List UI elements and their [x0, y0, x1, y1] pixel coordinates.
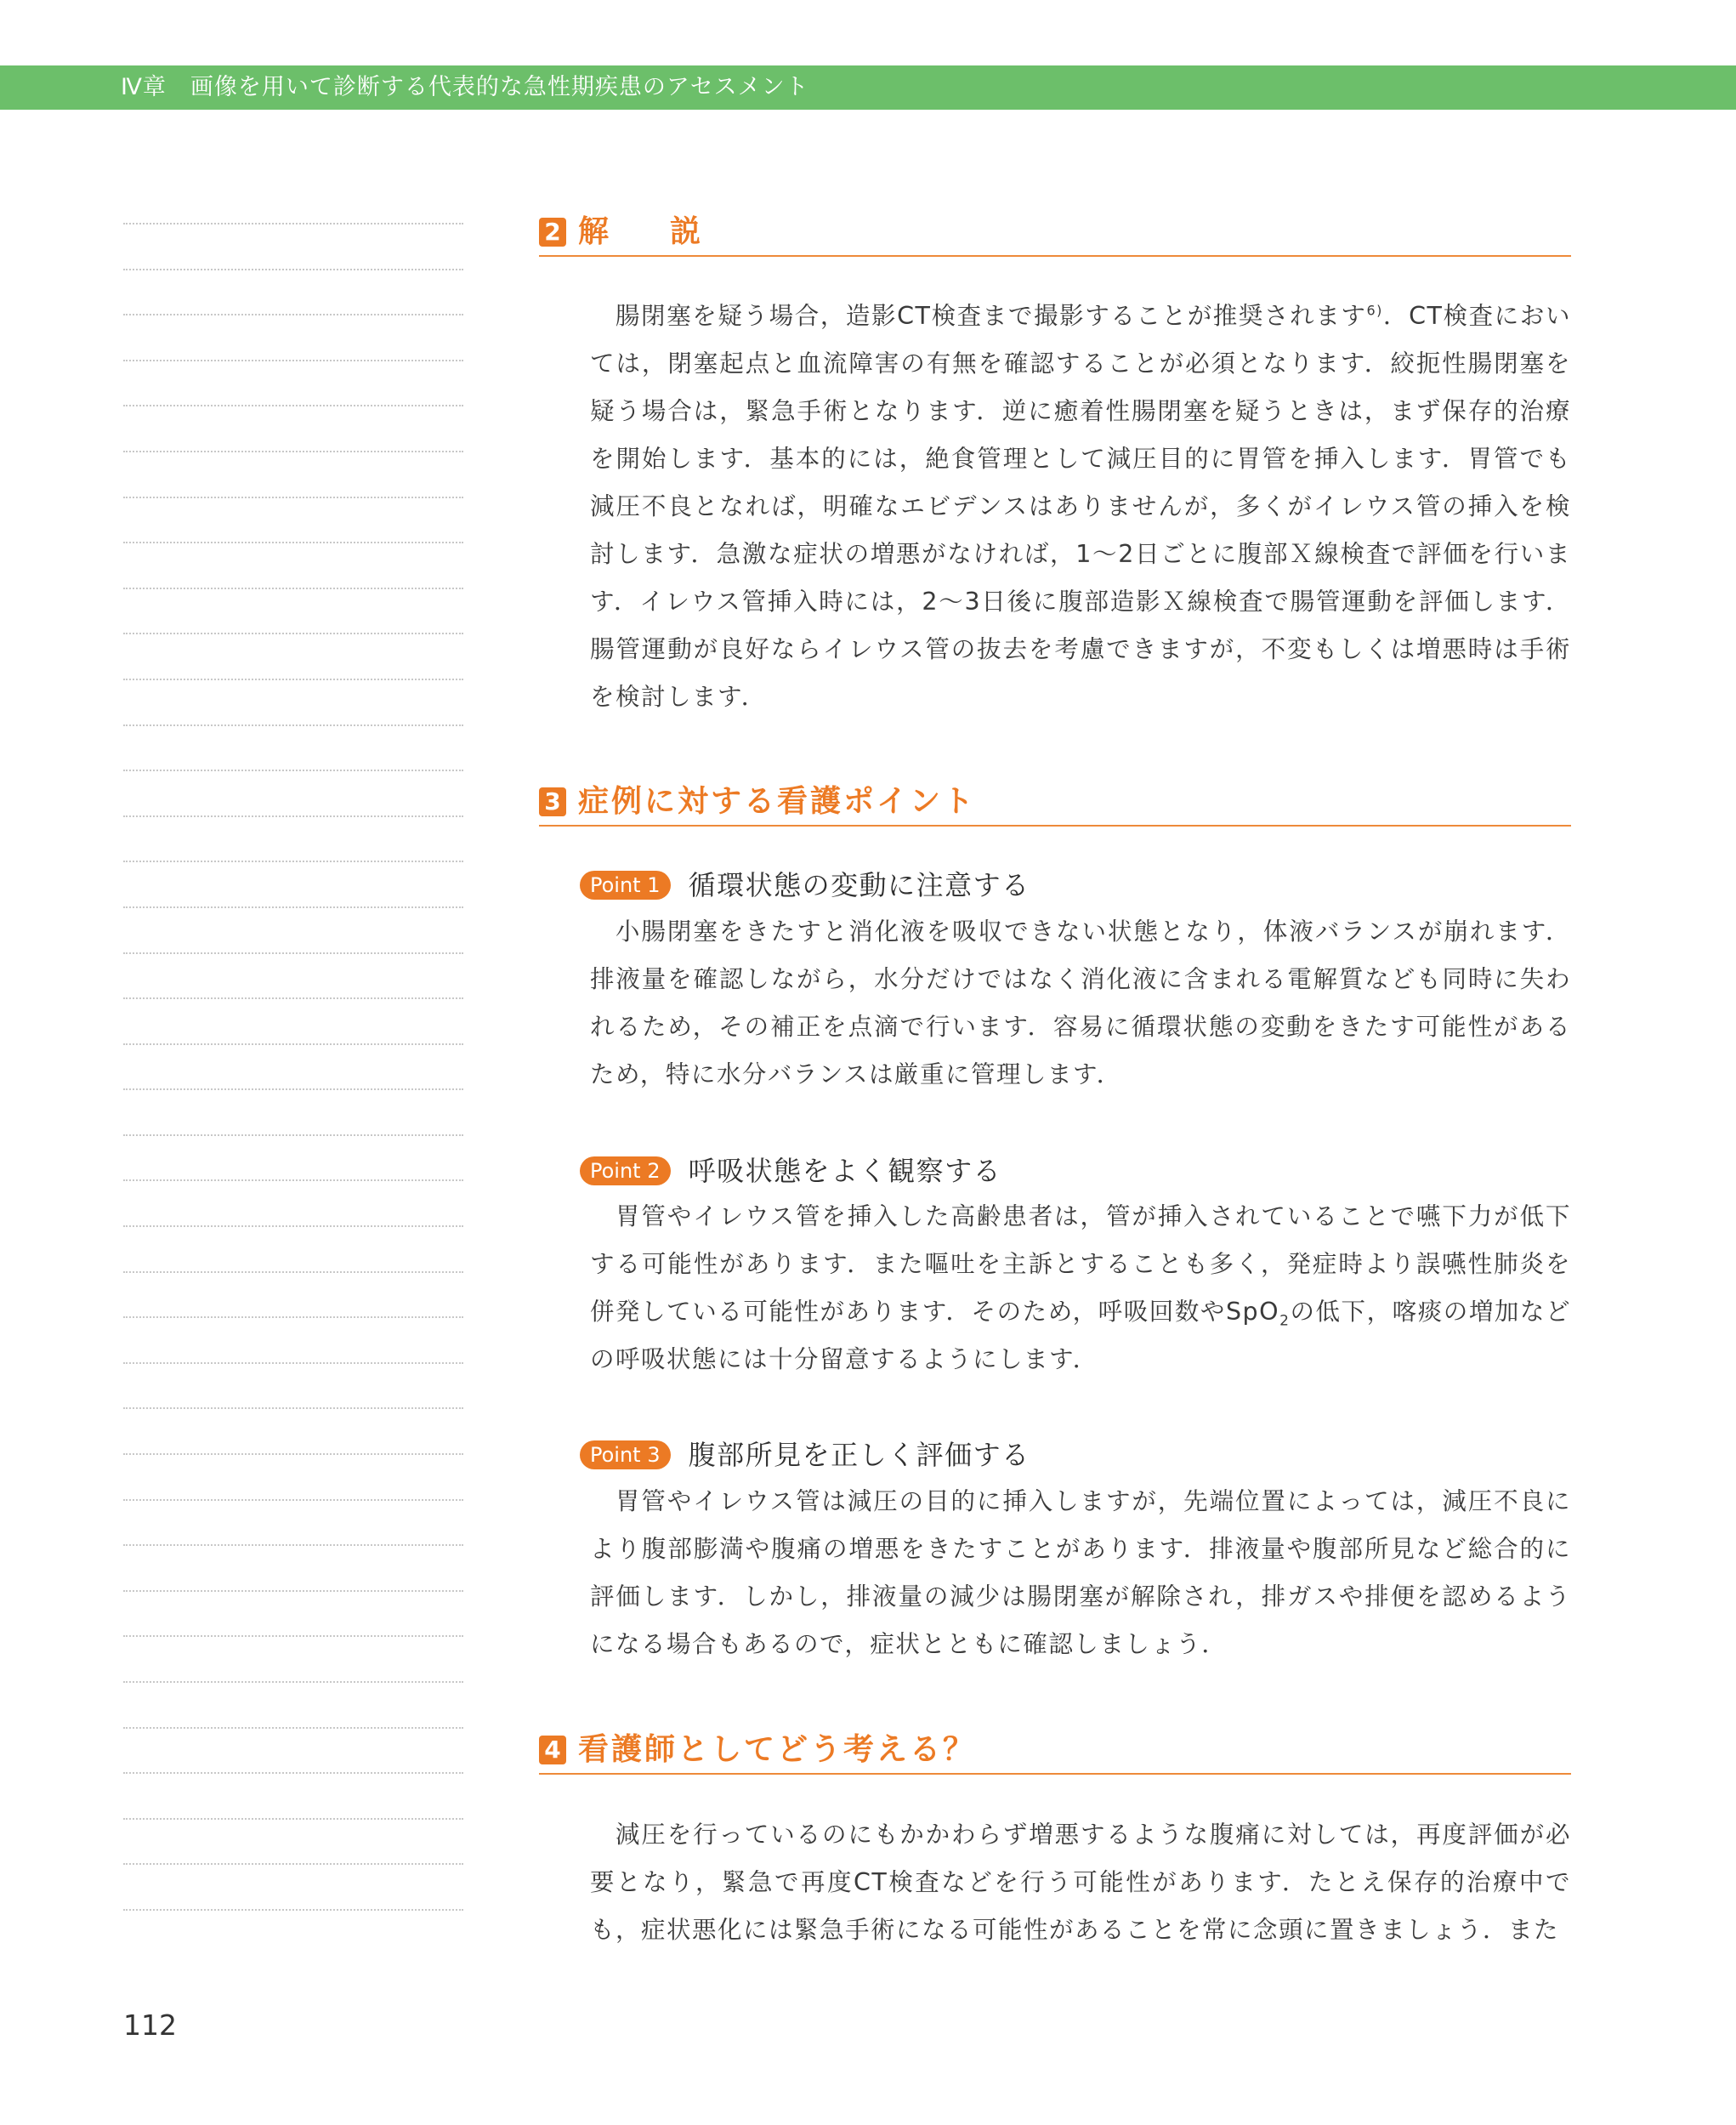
memo-line	[123, 360, 463, 406]
point-3-body	[590, 1478, 1571, 1668]
memo-line	[123, 952, 463, 998]
section-title: 看護師としてどう考える？	[578, 1732, 977, 1767]
memo-line	[123, 1362, 463, 1408]
point-title: 腹部所見を正しく評価する	[688, 1439, 1030, 1471]
body-text-continued: ．CT検査においては，閉塞起点と血流障害の有無を確認することが必須となります．絞扼性腸閉塞を疑う場合は，緊急手術となります．逆に癒着性腸閉塞を疑うときは，まず保存的治療を開始します．基本的には，絶食管理として減圧目的に胃管を挿入します．胃管でも減圧不良となれば，明確なエビデンスはありませんが，多くがイレウス管の挿入を検討します．急激な症状の増悪がなければ，1〜2日ごとに腹部Ｘ線検査で評価を行います．イレウス管挿入時には，2〜3日後に腹部造影Ｘ線検査で腸管運動を評価します．腸管運動が良好ならイレウス管の抜去を考慮できますが，不変もしくは増悪時は手術を検討します．	[590, 302, 1571, 711]
memo-line	[123, 633, 463, 679]
memo-line	[123, 1271, 463, 1317]
section-2-body	[590, 293, 1571, 721]
memo-line	[123, 997, 463, 1043]
body-text: 腸閉塞を疑う場合，造影CT検査まで撮影することが推奨されます	[615, 302, 1367, 330]
memo-line	[123, 451, 463, 497]
section-heading-2	[539, 214, 1571, 257]
body-text: 小腸閉塞をきたすと消化液を吸収できない状態となり，体液バランスが崩れます．排液量を確認しながら，水分だけではなく消化液に含まれる電解質なども同時に失われるため，その補正を点滴で行います．容易に循環状態の変動をきたす可能性があるため，特に水分バランスは厳重に管理します．	[590, 918, 1571, 1088]
memo-line	[123, 861, 463, 906]
memo-line	[123, 1909, 463, 1955]
section-number-badge: 4	[539, 1736, 566, 1764]
memo-line	[123, 724, 463, 770]
memo-line	[123, 1407, 463, 1453]
point-title: 呼吸状態をよく観察する	[688, 1155, 1002, 1187]
memo-line	[123, 1727, 463, 1773]
reference-marker: 6)	[1366, 302, 1383, 319]
memo-line	[123, 1179, 463, 1225]
memo-line	[123, 1635, 463, 1681]
memo-line	[123, 223, 463, 269]
memo-line	[123, 1590, 463, 1636]
memo-line	[123, 770, 463, 815]
memo-line	[123, 497, 463, 543]
section-title: 症例に対する看護ポイント	[578, 784, 977, 819]
memo-line	[123, 1225, 463, 1271]
memo-line	[123, 314, 463, 360]
point-2-body	[590, 1193, 1571, 1384]
memo-line	[123, 679, 463, 724]
memo-line	[123, 1544, 463, 1590]
point-badge: Point 3	[580, 1440, 671, 1469]
memo-line	[123, 1316, 463, 1362]
point-heading-3	[580, 1437, 1030, 1473]
memo-line	[123, 1863, 463, 1909]
point-badge: Point 1	[580, 871, 671, 900]
subscript: 2	[1279, 1312, 1291, 1330]
point-heading-2	[580, 1153, 1001, 1189]
chapter-header-title: Ⅳ章 画像を用いて診断する代表的な急性期疾患のアセスメント	[121, 74, 809, 100]
section-heading-3	[539, 784, 1571, 827]
section-title: 解 説	[578, 214, 717, 249]
point-title: 循環状態の変動に注意する	[688, 869, 1030, 901]
page-number: 112	[123, 2009, 177, 2042]
memo-area	[123, 223, 463, 1955]
memo-line	[123, 1681, 463, 1727]
memo-line	[123, 1134, 463, 1180]
point-1-body	[590, 908, 1571, 1099]
memo-line	[123, 815, 463, 861]
body-text-continued: の低下，喀痰の増加などの呼吸状態には十分留意するようにします．	[590, 1298, 1571, 1373]
memo-line	[123, 588, 463, 634]
section-number-badge: 3	[539, 787, 566, 816]
memo-line	[123, 542, 463, 588]
memo-line	[123, 1043, 463, 1089]
section-heading-4	[539, 1732, 1571, 1775]
memo-line	[123, 405, 463, 451]
memo-line	[123, 1818, 463, 1864]
memo-line	[123, 269, 463, 315]
point-badge: Point 2	[580, 1156, 671, 1185]
section-4-body	[590, 1811, 1571, 1954]
body-text: 減圧を行っているのにもかかわらず増悪するような腹痛に対しては，再度評価が必要となり，緊急で再度CT検査などを行う可能性があります．たとえ保存的治療中でも，症状悪化には緊急手術になる可能性があることを常に念頭に置きましょう．また	[590, 1821, 1571, 1944]
section-number-badge: 2	[539, 218, 566, 247]
memo-line	[123, 1088, 463, 1134]
body-text: 胃管やイレウス管を挿入した高齢患者は，管が挿入されていることで嚥下力が低下する可能性があります．また嘔吐を主訴とすることも多く，発症時より誤嚥性肺炎を併発している可能性があります．そのため，呼吸回数やSpO	[590, 1202, 1571, 1326]
memo-line	[123, 1499, 463, 1545]
body-text: 胃管やイレウス管は減圧の目的に挿入しますが，先端位置によっては，減圧不良により腹部膨満や腹痛の増悪をきたすことがあります．排液量や腹部所見など総合的に評価します．しかし，排液量の減少は腸閉塞が解除され，排ガスや排便を認めるようになる場合もあるので，症状とともに確認しましょう．	[590, 1487, 1571, 1658]
memo-line	[123, 1453, 463, 1499]
memo-line	[123, 1772, 463, 1818]
point-heading-1	[580, 867, 1030, 903]
memo-line	[123, 906, 463, 952]
